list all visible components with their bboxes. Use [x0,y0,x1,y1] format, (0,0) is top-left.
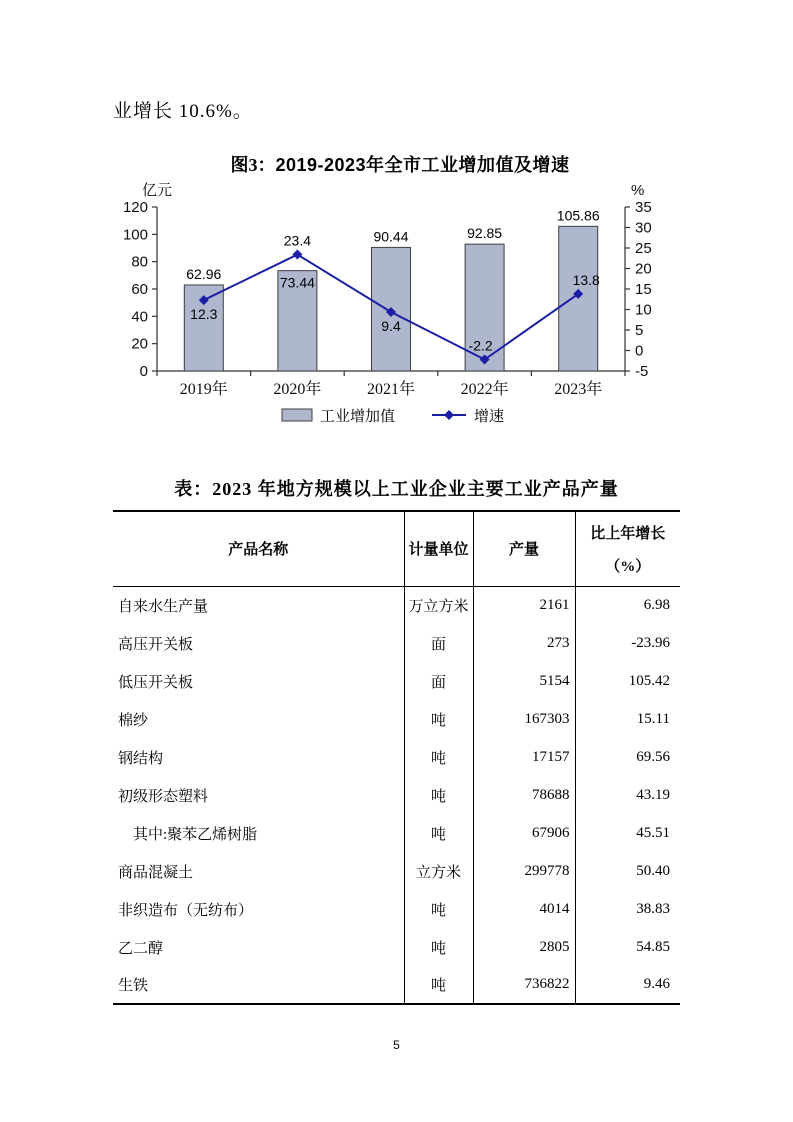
cell-output: 736822 [473,966,575,1004]
line-value-label: 12.3 [190,306,218,323]
table-row [113,776,680,814]
cell-output: 5154 [473,662,575,700]
cell-output: 4014 [473,890,575,928]
chart-title-main: 2019-2023年全市工业增加值及增速 [275,155,570,175]
cell-output: 2161 [473,586,575,624]
table-row [113,890,680,928]
page-number: 5 [393,1038,400,1052]
bar-value-label: 62.96 [186,265,222,282]
body-text: 业增长 10.6%。 [113,101,253,122]
cell-output: 78688 [473,776,575,814]
right-axis-tick-label: 0 [635,342,644,360]
right-axis-tick-label: -5 [635,363,649,380]
header-growth-line2: （%） [605,558,651,575]
cell-unit: 万立方米 [404,586,473,624]
cell-unit: 面 [404,662,473,700]
line-value-label: 9.4 [381,317,401,334]
x-axis-category-label: 2022年 [460,381,509,398]
cell-name: 商品混凝土 [113,852,404,890]
cell-growth: 50.40 [636,862,670,879]
left-axis-tick-label: 60 [131,281,148,298]
left-axis-tick-label: 120 [122,199,148,216]
cell-growth: -23.96 [631,634,670,651]
cell-name: 生铁 [113,966,404,1004]
products-table-body [113,586,680,1004]
cell-growth: 9.46 [643,976,670,992]
header-unit: 计量单位 [404,511,473,586]
cell-unit: 吨 [404,738,473,776]
left-axis-tick-label: 80 [131,253,148,271]
cell-growth: 15.11 [636,710,670,727]
chart-title [120,150,680,180]
cell-output: 67906 [473,814,575,852]
cell-name: 非织造布（无纺布） [113,890,404,928]
right-axis-tick-label: 15 [635,281,652,298]
x-axis-category-label: 2023年 [554,381,603,398]
cell-name: 钢结构 [113,738,404,776]
products-table [113,510,680,1005]
cell-growth: 45.51 [636,824,670,841]
table-row [113,662,680,700]
cell-name: 自来水生产量 [113,586,404,624]
legend-line-marker [444,410,454,420]
cell-unit: 吨 [404,776,473,814]
right-axis-tick-label: 10 [635,301,652,319]
cell-name: 初级形态塑料 [113,776,404,814]
table-row [113,928,680,966]
industry-output-chart [120,150,680,450]
cell-unit: 吨 [404,814,473,852]
cell-name: 棉纱 [113,700,404,738]
header-output: 产量 [473,511,575,586]
right-axis-tick-label: 30 [635,219,652,237]
bar-line-chart-canvas [120,180,680,446]
products-table-header [113,511,680,586]
table-row [113,586,680,624]
table-title: 表：2023 年地方规模以上工业企业主要工业产品产量 [174,479,619,499]
left-axis-tick-label: 0 [139,363,148,380]
cell-growth: 43.19 [636,786,670,803]
cell-growth: 105.42 [628,672,670,689]
legend-bar-label: 工业增加值 [320,409,396,425]
line-marker [292,250,302,260]
cell-output: 167303 [473,700,575,738]
bar-value-label: 105.86 [556,207,600,224]
left-axis-tick-label: 20 [131,335,148,353]
header-growth-line1: 比上年增长 [590,525,666,542]
right-axis-tick-label: 25 [635,240,652,257]
right-axis-tick-label: 35 [635,199,652,216]
line-value-label: 23.4 [283,232,312,249]
header-product-name: 产品名称 [113,511,404,586]
table-row [113,738,680,776]
table-row [113,814,680,852]
legend-bar-swatch [282,409,312,421]
cell-growth: 38.83 [636,900,670,917]
table-row [113,700,680,738]
bar-value-label: 73.44 [279,274,315,291]
header-row [113,511,680,586]
table-row [113,966,680,1004]
table-row [113,624,680,662]
cell-unit: 吨 [404,700,473,738]
cell-output: 299778 [473,852,575,890]
legend-line-label: 增速 [474,409,505,425]
cell-name: 乙二醇 [113,928,404,966]
bar-value-label: 92.85 [467,225,503,242]
cell-output: 273 [473,624,575,662]
cell-growth: 69.56 [636,748,670,765]
table-row [113,852,680,890]
x-axis-category-label: 2020年 [273,381,322,398]
chart-title-prefix: 图3： [230,155,276,175]
cell-unit: 立方米 [404,852,473,890]
cell-name: 低压开关板 [113,662,404,700]
cell-output: 2805 [473,928,575,966]
cell-name: 高压开关板 [113,624,404,662]
bar-value-label: 90.44 [373,228,409,245]
cell-unit: 吨 [404,966,473,1004]
cell-unit: 吨 [404,928,473,966]
cell-growth: 6.98 [643,596,670,613]
cell-name: 其中:聚苯乙烯树脂 [113,814,404,852]
x-axis-category-label: 2019年 [179,381,228,398]
cell-growth: 54.85 [636,938,670,955]
left-axis-unit-label: 亿元 [141,183,173,199]
x-axis-category-label: 2021年 [366,381,416,398]
cell-output: 17157 [473,738,575,776]
cell-unit: 吨 [404,890,473,928]
right-axis-tick-label: 20 [635,260,652,278]
line-value-label: 13.8 [572,271,600,288]
right-axis-unit-label: % [631,182,645,199]
header-growth [575,511,680,586]
line-value-label: -2.2 [468,337,493,354]
cell-unit: 面 [404,624,473,662]
right-axis-tick-label: 5 [635,322,644,339]
left-axis-tick-label: 100 [122,226,148,244]
left-axis-tick-label: 40 [131,308,148,326]
